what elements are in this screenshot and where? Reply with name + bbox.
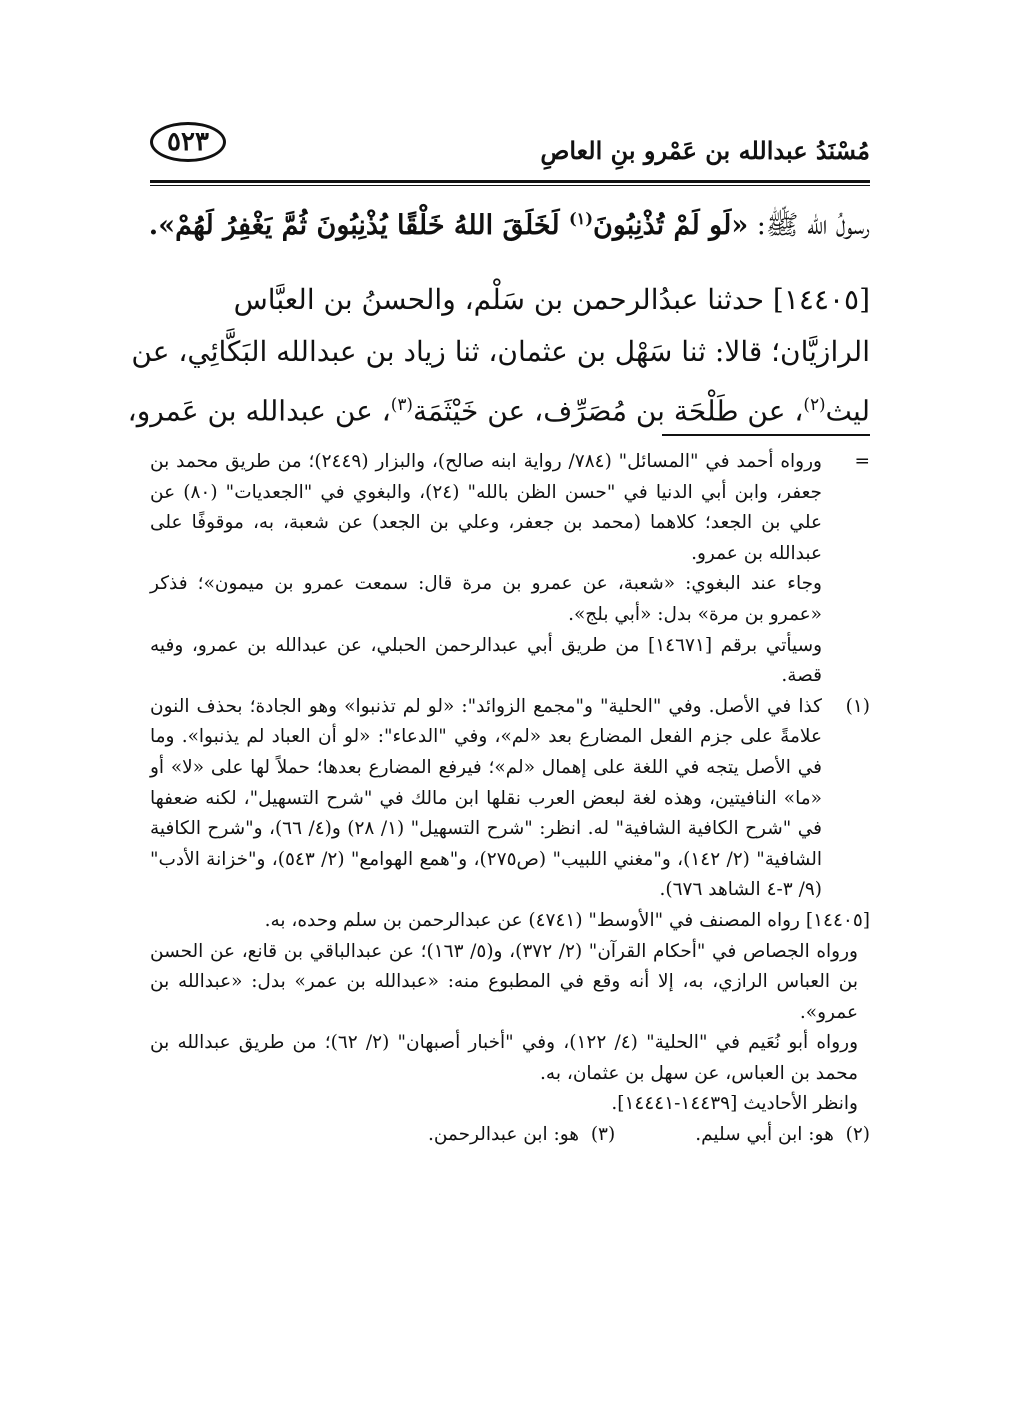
footnote-continuation: [150, 447, 870, 692]
main-line-1-prefix: رسولُ الله ﷺ:: [748, 210, 870, 241]
hadith-quote: [149, 210, 748, 241]
footnote-paragraph: [150, 906, 870, 937]
footnote-marker: =: [854, 451, 870, 472]
footnote-paragraph: ورواه أبو نُعَيم في "الحلية" (٤/ ١٢٢)، وفي "أخبار أصبهان" (٢/ ٦٢)؛ من طريق عبدالله بن محمد بن العباس، عن سهل بن عثمان، به.: [150, 1032, 859, 1084]
footnote-marker: (٣): [590, 1124, 616, 1146]
footnote-text: هو: ابن أبي سليم.: [695, 1124, 834, 1146]
main-line-4-c: ، عن عبدالله بن عَمرو،: [127, 394, 391, 428]
header-rule-thin: [150, 185, 870, 186]
footnote-3: [428, 1120, 615, 1151]
main-line-4: [127, 378, 870, 437]
footnote-marker: [١٤٤٠٥]: [805, 909, 870, 931]
hadith-quote-part2: لَخَلَقَ اللهُ خَلْقًا يُذْنِبُونَ ثُمَّ يَغْفِرُ لَهُمْ».: [148, 210, 569, 241]
footnote-ref-2: (٢): [803, 394, 826, 414]
page-header: [150, 118, 870, 180]
footnote-separator: [662, 434, 870, 436]
footnote-marker: (١): [845, 695, 870, 717]
main-text: [127, 193, 870, 437]
footnote-2: [695, 1120, 870, 1151]
footnote-marker: (٢): [845, 1124, 870, 1146]
footnote-tail-row: [150, 1120, 870, 1151]
footnote-paragraph: ورواه أحمد في "المسائل" (٧٨٤/ رواية ابنه صالح)، والبزار (٢٤٤٩)؛ من طريق محمد بن جعفر، وابن أبي الدنيا في "حسن الظن بالله" (٢٤)، والبغوي في "الجعديات" (٨٠) عن علي بن الجعد؛ كلاهما (محمد بن جعفر، وعلي بن الجعد) عن شعبة، به، موقوفًا على عبدالله بن عمرو.: [150, 451, 822, 564]
footnote-ref-1: (١): [568, 209, 594, 228]
page-number-badge: ٥٢٣: [150, 122, 226, 162]
main-line-4-b: ، عن طَلْحَة بن مُصَرِّف، عن خَيْثَمَة: [412, 394, 804, 428]
footnote-text: هو: ابن عبدالرحمن.: [427, 1124, 580, 1146]
footnotes: [150, 447, 870, 1151]
main-line-1: [150, 193, 870, 252]
main-line-4-a: ليث: [825, 394, 870, 428]
footnote-1: [150, 692, 870, 906]
footnote-hadith-14405: [150, 906, 870, 1120]
footnote-paragraph: كذا في الأصل. وفي "الحلية" و"مجمع الزوائد": «لو لم تذنبوا» وهو الجادة؛ بحذف النون علامةً على جزم الفعل المضارع بعد «لم»، وفي "الدعاء": «لو أن العباد لم يذنبوا». وما في الأصل يتجه في اللغة على إهمال «لم»؛ فيرفع المضارع بعدها؛ حملاً لها على «لا» أو «ما» النافيتين، وهذه لغة لبعض العرب نقلها ابن مالك في "شرح التسهيل"، لكنه ضعفها في "شرح الكافية الشافية" له. انظر: "شرح التسهيل" (١/ ٢٨) و(٤/ ٦٦)، و"شرح الكافية الشافية" (٢/ ١٤٢)، و"مغني اللبيب" (ص٢٧٥)، و"همع الهوامع" (٢/ ٥٤٣)، و"خزانة الأدب" (٩/ ٣-٤ الشاهد ٦٧٦).: [150, 695, 822, 901]
footnote-paragraph: وانظر الأحاديث [١٤٤٣٩-١٤٤٤١].: [611, 1093, 858, 1115]
footnote-paragraph: وسيأتي برقم [١٤٦٧١] من طريق أبي عبدالرحمن الحبلي، عن عبدالله بن عمرو، وفيه قصة.: [150, 634, 823, 687]
footnote-paragraph: ورواه الجصاص في "أحكام القرآن" (٢/ ٣٧٢)، و(٥/ ١٦٣)؛ عن عبدالباقي بن قانع، عن الحسن بن العباس الرازي، به، إلا أنه وقع في المطبوع منه: «عبدالله بن عمر» بدل: «عبدالله بن عمرو».: [150, 940, 858, 1023]
footnote-paragraph: وجاء عند البغوي: «شعبة، عن عمرو بن مرة قال: سمعت عمرو بن ميمون»؛ فذكر «عمرو بن مرة» بدل: «أبي بلج».: [150, 573, 822, 625]
main-line-2: [١٤٤٠٥] حدثنا عبدُالرحمن بن سَلْم، والحسنُ بن العبَّاس: [233, 283, 870, 316]
hadith-quote-part1: «لَو لَمْ تُذْنِبُونَ: [593, 210, 749, 241]
running-title: مُسْنَدُ عبدالله بن عَمْرو بنِ العاصِ: [540, 136, 870, 165]
footnote-ref-3: (٣): [390, 394, 413, 414]
header-rule: [150, 180, 870, 183]
footnote-text: رواه المصنف في "الأوسط" (٤٧٤١) عن عبدالرحمن بن سلم وحده، به.: [264, 909, 800, 931]
main-line-3: الرازيَّان؛ قالا: ثنا سَهْل بن عثمان، ثنا زياد بن عبدالله البَكَّائِي، عن: [131, 335, 870, 368]
